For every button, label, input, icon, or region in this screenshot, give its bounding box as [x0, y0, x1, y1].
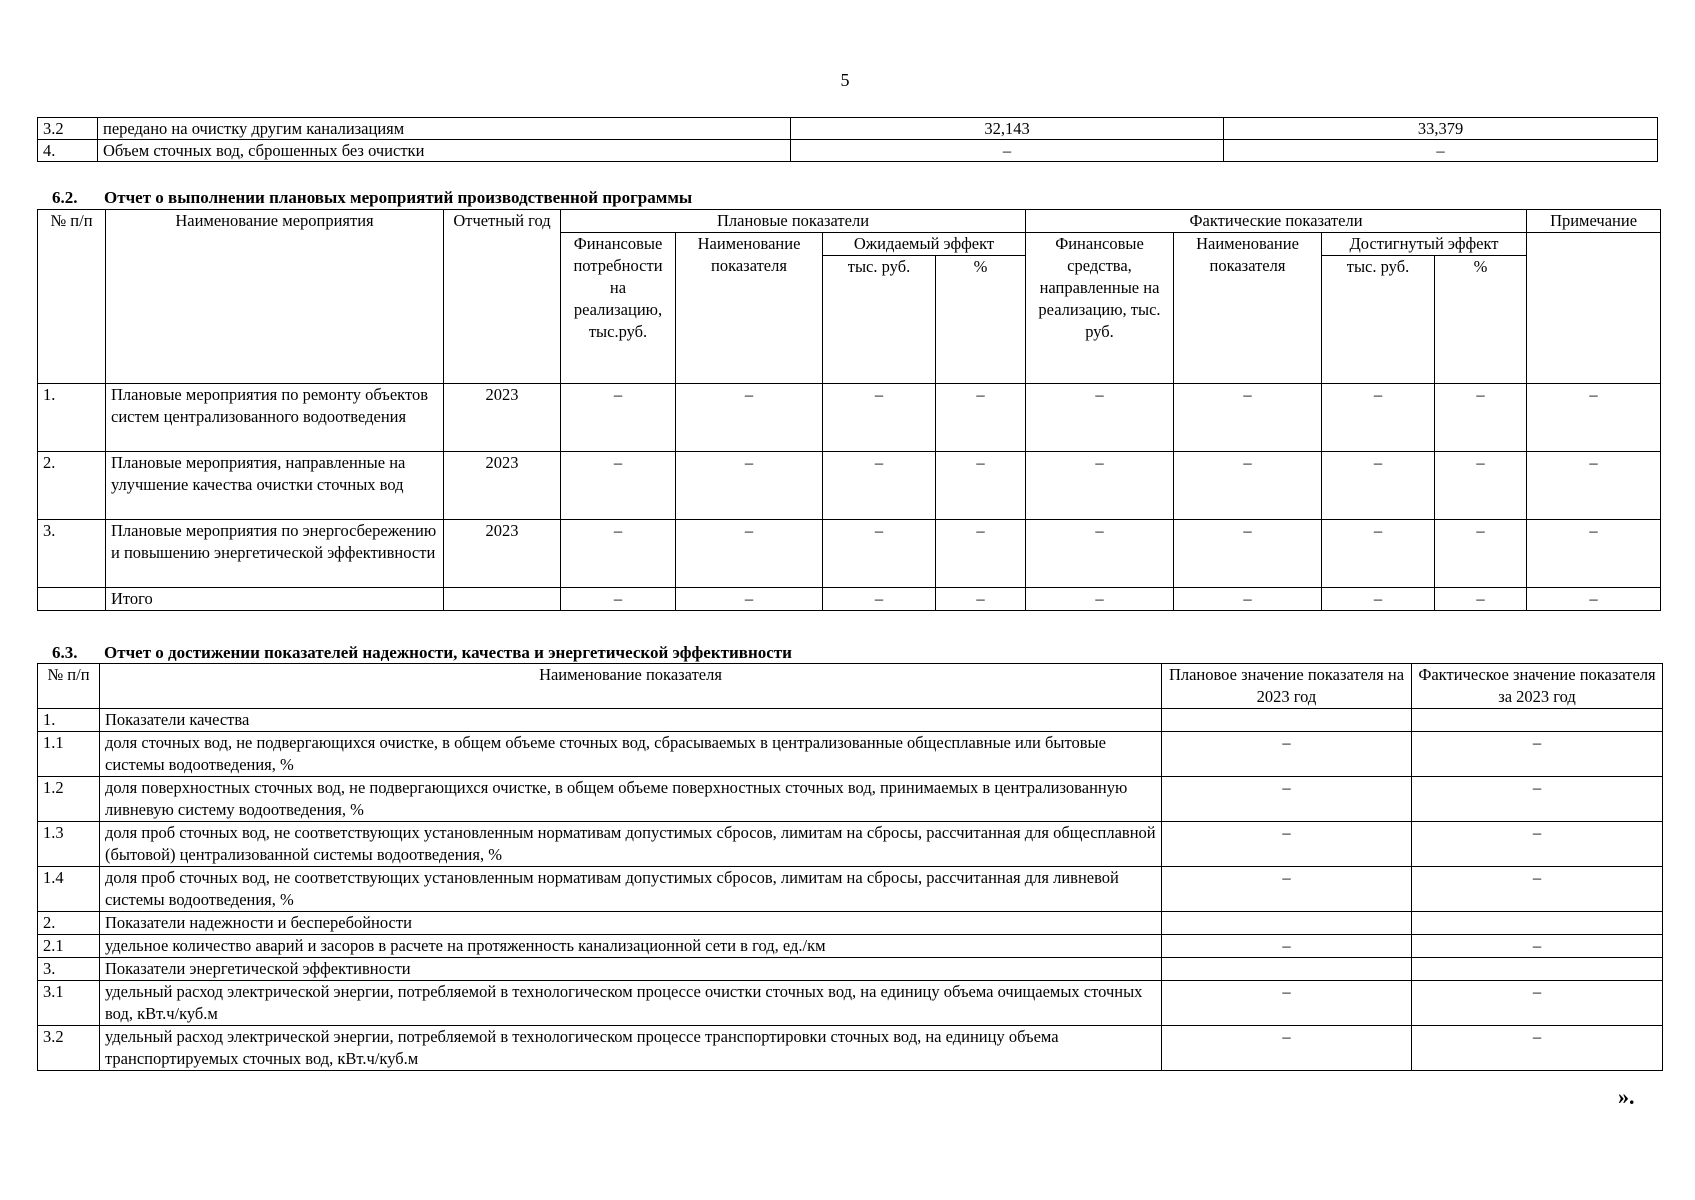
table-row — [38, 958, 1663, 981]
row-name: удельный расход электрической энергии, потребляемой в технологическом процессе очистки сточных вод, на единицу объема очищаемых сточных вод, кВт.ч/куб.м — [100, 981, 1162, 1026]
row-name: Плановые мероприятия, направленные на улучшение качества очистки сточных вод — [106, 452, 444, 520]
row-number: 2.1 — [38, 935, 100, 958]
row-value-2022: – — [791, 140, 1224, 162]
col-header-fact-pct: % — [1435, 256, 1527, 384]
row-fact-value: – — [1412, 777, 1663, 822]
cell-dash: – — [1026, 384, 1174, 452]
cell-dash: – — [561, 588, 676, 611]
col-header-num: № п/п — [38, 210, 106, 384]
col-header-note: Примечание — [1527, 210, 1661, 233]
table-row — [38, 981, 1663, 1026]
col-header-fact-effect: Достигнутый эффект — [1322, 233, 1527, 256]
col-header-name: Наименование мероприятия — [106, 210, 444, 384]
cell-dash: – — [1527, 452, 1661, 520]
row-plan-value: – — [1162, 822, 1412, 867]
col-header-plan-pct: % — [936, 256, 1026, 384]
row-year: 2023 — [444, 452, 561, 520]
cell-dash: – — [1527, 588, 1661, 611]
col-header-planned: Плановые показатели — [561, 210, 1026, 233]
row-year: 2023 — [444, 384, 561, 452]
cell-dash: – — [1174, 588, 1322, 611]
cell-dash: – — [1527, 520, 1661, 588]
row-number-empty — [38, 588, 106, 611]
cell-dash: – — [1174, 452, 1322, 520]
section-title: Отчет о выполнении плановых мероприятий производственной программы — [104, 188, 693, 207]
row-name: Плановые мероприятия по ремонту объектов систем централизованного водоотведения — [106, 384, 444, 452]
row-plan-value: – — [1162, 777, 1412, 822]
cell-dash: – — [1026, 452, 1174, 520]
table-row — [38, 140, 1658, 162]
cell-dash: – — [1322, 520, 1435, 588]
table-row — [38, 384, 1661, 452]
row-fact-value: – — [1412, 732, 1663, 777]
section-title: Отчет о достижении показателей надежности, качества и энергетической эффективности — [104, 643, 792, 662]
cell-dash: – — [823, 384, 936, 452]
col-header-fact-ind: Наименование показателя — [1174, 233, 1322, 384]
page-number: 5 — [840, 70, 850, 90]
row-value-2023: – — [1224, 140, 1658, 162]
row-number: 1.4 — [38, 867, 100, 912]
cell-dash: – — [1435, 520, 1527, 588]
row-value-2022: 32,143 — [791, 118, 1224, 140]
col-header-plan: Плановое значение показателя на 2023 год — [1162, 664, 1412, 709]
row-plan-value: – — [1162, 1026, 1412, 1071]
table-row — [38, 822, 1663, 867]
total-row — [38, 588, 1661, 611]
cell-dash: – — [676, 588, 823, 611]
table-row — [38, 867, 1663, 912]
cell-dash: – — [1435, 588, 1527, 611]
row-number: 1.1 — [38, 732, 100, 777]
row-plan-value: – — [1162, 732, 1412, 777]
row-number: 3.2 — [38, 118, 98, 140]
row-plan-value — [1162, 958, 1412, 981]
row-number: 3. — [38, 520, 106, 588]
cell-dash: – — [676, 384, 823, 452]
row-fact-value: – — [1412, 867, 1663, 912]
col-header-num: № п/п — [38, 664, 100, 709]
col-header-plan-effect: Ожидаемый эффект — [823, 233, 1026, 256]
row-name: Показатели надежности и бесперебойности — [100, 912, 1162, 935]
table-row — [38, 709, 1663, 732]
section-6-3-heading — [52, 643, 792, 663]
table-row — [38, 935, 1663, 958]
row-name: доля проб сточных вод, не соответствующих установленным нормативам допустимых сбросов, лимитам на сбросы, рассчитанная для ливневой системы водоотведения, % — [100, 867, 1162, 912]
row-name: Показатели энергетической эффективности — [100, 958, 1162, 981]
row-plan-value: – — [1162, 867, 1412, 912]
col-header-plan-fin: Финансовые потребности на реализацию, тыс.руб. — [561, 233, 676, 384]
row-number: 2. — [38, 452, 106, 520]
cell-dash: – — [1435, 384, 1527, 452]
row-fact-value — [1412, 912, 1663, 935]
row-plan-value — [1162, 709, 1412, 732]
cell-dash: – — [1527, 384, 1661, 452]
cell-dash: – — [1026, 588, 1174, 611]
col-header-year: Отчетный год — [444, 210, 561, 384]
row-plan-value — [1162, 912, 1412, 935]
section-number: 6.3. — [52, 643, 78, 662]
measures-table — [37, 209, 1661, 611]
row-number: 1. — [38, 709, 100, 732]
row-number: 1.2 — [38, 777, 100, 822]
col-header-fact: Фактическое значение показателя за 2023 год — [1412, 664, 1663, 709]
cell-dash: – — [561, 384, 676, 452]
table-row — [38, 1026, 1663, 1071]
row-number: 3.1 — [38, 981, 100, 1026]
col-header-actual: Фактические показатели — [1026, 210, 1527, 233]
cell-dash: – — [561, 452, 676, 520]
row-name: удельное количество аварий и засоров в расчете на протяженность канализационной сети в год, ед./км — [100, 935, 1162, 958]
total-label: Итого — [106, 588, 444, 611]
cell-dash: – — [1322, 452, 1435, 520]
row-year: 2023 — [444, 520, 561, 588]
row-name: Показатели качества — [100, 709, 1162, 732]
col-header-plan-ind: Наименование показателя — [676, 233, 823, 384]
cell-dash: – — [676, 520, 823, 588]
header-row — [38, 210, 1661, 233]
row-number: 3.2 — [38, 1026, 100, 1071]
indicators-table — [37, 663, 1663, 1071]
cell-dash: – — [823, 588, 936, 611]
cell-dash: – — [823, 520, 936, 588]
row-name: Плановые мероприятия по энергосбережению и повышению энергетической эффективности — [106, 520, 444, 588]
row-name: удельный расход электрической энергии, потребляемой в технологическом процессе транспортировки сточных вод, на единицу объема транспортируемых сточных вод, кВт.ч/куб.м — [100, 1026, 1162, 1071]
closing-quote-mark: ». — [1618, 1084, 1635, 1109]
row-name: доля проб сточных вод, не соответствующих установленным нормативам допустимых сбросов, лимитам на сбросы, рассчитанная для общесплавной (бытовой) централизованной системы водоотведения, % — [100, 822, 1162, 867]
section-6-2-heading — [52, 188, 692, 208]
cell-dash: – — [936, 384, 1026, 452]
cell-dash: – — [1322, 384, 1435, 452]
col-header-fact-fin: Финансовые средства, направленные на реализацию, тыс. руб. — [1026, 233, 1174, 384]
cell-dash: – — [676, 452, 823, 520]
row-name: передано на очистку другим канализациям — [98, 118, 791, 140]
volume-table — [37, 117, 1658, 162]
row-number: 4. — [38, 140, 98, 162]
header-row — [38, 664, 1663, 709]
cell-dash: – — [823, 452, 936, 520]
row-fact-value: – — [1412, 981, 1663, 1026]
row-value-2023: 33,379 — [1224, 118, 1658, 140]
table-row — [38, 452, 1661, 520]
row-fact-value — [1412, 958, 1663, 981]
row-fact-value: – — [1412, 935, 1663, 958]
section-number: 6.2. — [52, 188, 78, 207]
row-number: 1. — [38, 384, 106, 452]
row-plan-value: – — [1162, 935, 1412, 958]
col-header-name: Наименование показателя — [100, 664, 1162, 709]
cell-dash: – — [1026, 520, 1174, 588]
col-header-note-empty — [1527, 233, 1661, 384]
cell-dash: – — [1322, 588, 1435, 611]
table-row — [38, 912, 1663, 935]
row-fact-value: – — [1412, 1026, 1663, 1071]
cell-dash: – — [1435, 452, 1527, 520]
table-row — [38, 732, 1663, 777]
table-row — [38, 777, 1663, 822]
row-number: 2. — [38, 912, 100, 935]
row-plan-value: – — [1162, 981, 1412, 1026]
col-header-fact-rub: тыс. руб. — [1322, 256, 1435, 384]
total-year-empty — [444, 588, 561, 611]
row-number: 3. — [38, 958, 100, 981]
row-fact-value — [1412, 709, 1663, 732]
cell-dash: – — [1174, 384, 1322, 452]
col-header-plan-rub: тыс. руб. — [823, 256, 936, 384]
row-name: доля сточных вод, не подвергающихся очистке, в общем объеме сточных вод, сбрасываемых в централизованные общесплавные или бытовые системы водоотведения, % — [100, 732, 1162, 777]
cell-dash: – — [1174, 520, 1322, 588]
row-name: Объем сточных вод, сброшенных без очистки — [98, 140, 791, 162]
row-fact-value: – — [1412, 822, 1663, 867]
row-number: 1.3 — [38, 822, 100, 867]
cell-dash: – — [561, 520, 676, 588]
table-row — [38, 118, 1658, 140]
table-row — [38, 520, 1661, 588]
cell-dash: – — [936, 588, 1026, 611]
row-name: доля поверхностных сточных вод, не подвергающихся очистке, в общем объеме поверхностных сточных вод, принимаемых в централизованную ливневую систему водоотведения, % — [100, 777, 1162, 822]
cell-dash: – — [936, 520, 1026, 588]
cell-dash: – — [936, 452, 1026, 520]
